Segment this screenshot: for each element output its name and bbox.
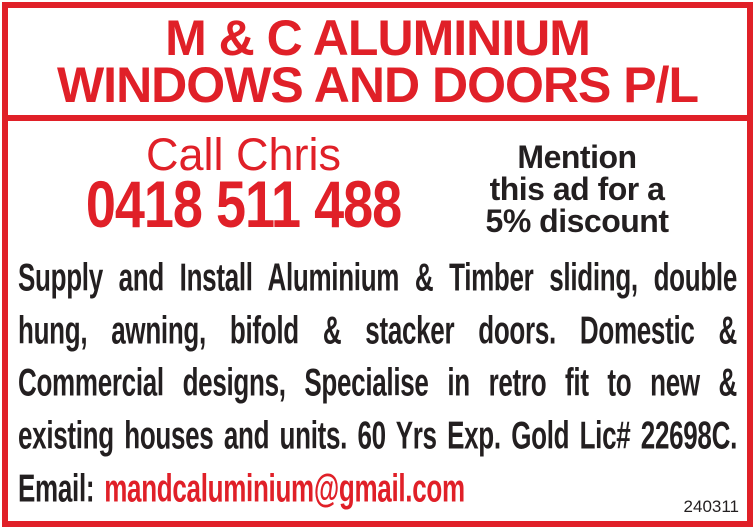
- body-text-line-3: Commercial designs, Specialise in retro fit to new &: [18, 359, 737, 405]
- body-text-line: [8, 357, 747, 410]
- ad-header: [8, 8, 747, 121]
- email-line-text: [18, 465, 737, 512]
- body-text-line: [8, 409, 747, 462]
- offer-line-1: Mention: [517, 139, 637, 175]
- business-name-line-2: WINDOWS AND DOORS P/L: [56, 57, 698, 113]
- ad-frame: [2, 2, 753, 527]
- body-text-line-2: hung, awning, bifold & stacker doors. Domestic &: [18, 306, 737, 352]
- business-name-line-1: M & C ALUMINIUM: [165, 10, 590, 66]
- contact-section: [8, 121, 747, 249]
- body-text-line: [8, 304, 747, 357]
- offer-line-2: this ad for a: [489, 171, 665, 207]
- email-address: mandcaluminium@gmail.com: [104, 465, 465, 511]
- phone-number: [44, 168, 443, 242]
- body-text-line-1: Supply and Install Aluminium & Timber sliding, double: [18, 254, 737, 300]
- ad-reference-number: 240311: [680, 498, 739, 515]
- offer-line-3: 5% discount: [485, 203, 669, 239]
- email-label: Email:: [18, 465, 95, 511]
- email-line: [8, 462, 747, 515]
- body-text-line: [8, 251, 747, 304]
- call-label: Call Chris: [145, 129, 342, 180]
- body-text-line-4: existing houses and units. 60 Yrs Exp. Gold Lic# 22698C.: [18, 412, 737, 458]
- phone-number-text: 0418 511 488: [85, 168, 402, 242]
- ad-body-text: [8, 249, 747, 521]
- contact-block: [8, 129, 443, 242]
- discount-offer: [443, 133, 711, 237]
